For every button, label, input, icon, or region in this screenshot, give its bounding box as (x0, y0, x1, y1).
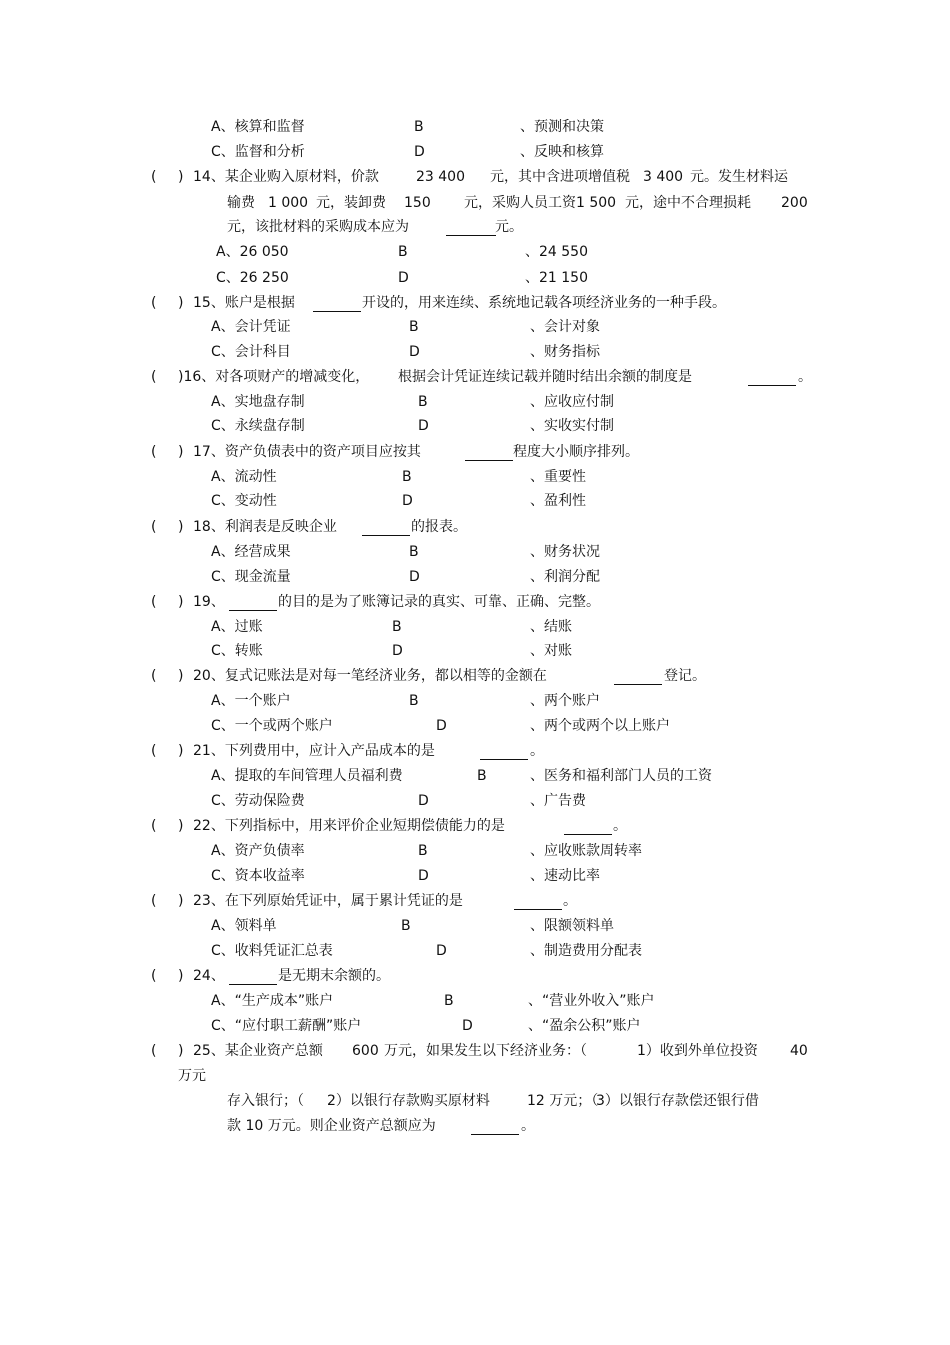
text-segment: B (477, 768, 487, 784)
text-segment: B (409, 319, 419, 335)
answer-blank[interactable] (514, 909, 562, 910)
text-segment: 19、 (193, 594, 225, 610)
text-segment: B (398, 244, 408, 260)
text-segment: 。 (563, 893, 577, 909)
text-segment: 23 400 (416, 169, 465, 185)
text-segment: 2）以银行存款购买原材料 (327, 1093, 490, 1109)
text-segment: 元。 (495, 219, 523, 235)
answer-blank[interactable] (362, 535, 410, 536)
text-segment: C、现金流量 (211, 569, 291, 585)
text-segment: ( (151, 743, 157, 759)
text-segment: 3）以银行存款偿还银行借 (596, 1093, 759, 1109)
text-segment: D (414, 144, 425, 160)
answer-blank[interactable] (471, 1134, 519, 1135)
text-segment: 150 (404, 195, 431, 211)
text-segment: 、会计对象 (530, 319, 600, 335)
text-segment: C、“应付职工薪酬”账户 (211, 1018, 362, 1034)
text-segment: B (392, 619, 402, 635)
text-segment: A、提取的车间管理人员福利费 (211, 768, 403, 784)
answer-blank[interactable] (313, 311, 361, 312)
text-segment: ) (178, 668, 184, 684)
text-segment: D (409, 569, 420, 585)
text-segment: D (436, 943, 447, 959)
text-segment: 根据会计凭证连续记载并随时结出余额的制度是 (398, 369, 692, 385)
text-segment: ) (178, 169, 184, 185)
text-segment: 24、 (193, 968, 225, 984)
text-segment: C、变动性 (211, 493, 277, 509)
text-segment: 的报表。 (411, 519, 467, 535)
text-segment: ( (151, 169, 157, 185)
text-segment: 21、下列费用中，应计入产品成本的是 (193, 743, 435, 759)
text-segment: C、资本收益率 (211, 868, 305, 884)
text-segment: ( (151, 594, 157, 610)
text-segment: 、应收应付制 (530, 394, 614, 410)
answer-blank[interactable] (446, 235, 496, 236)
text-segment: 600 (352, 1043, 379, 1059)
text-segment: 登记。 (664, 668, 706, 684)
text-segment: C、转账 (211, 643, 263, 659)
text-segment: ) (178, 893, 184, 909)
text-segment: 、制造费用分配表 (530, 943, 642, 959)
text-segment: A、过账 (211, 619, 263, 635)
text-segment: 14、某企业购入原材料，价款 (193, 169, 379, 185)
text-segment: 。 (530, 743, 544, 759)
text-segment: 元。发生材料运 (690, 169, 788, 185)
text-segment: 、结账 (530, 619, 572, 635)
text-segment: C、一个或两个账户 (211, 718, 333, 734)
text-segment: ) (178, 295, 184, 311)
text-segment: 18、利润表是反映企业 (193, 519, 337, 535)
text-segment: ) (178, 594, 184, 610)
text-segment: 、速动比率 (530, 868, 600, 884)
text-segment: ) (178, 968, 184, 984)
answer-blank[interactable] (465, 460, 513, 461)
text-segment: 、“营业外收入”账户 (528, 993, 655, 1009)
text-segment: A、实地盘存制 (211, 394, 305, 410)
text-segment: 、广告费 (530, 793, 586, 809)
text-segment: ) (178, 818, 184, 834)
text-segment: C、劳动保险费 (211, 793, 305, 809)
text-segment: B (409, 544, 419, 560)
text-segment: 15、账户是根据 (193, 295, 295, 311)
text-segment: 40 (790, 1043, 808, 1059)
text-segment: 输费 (227, 195, 255, 211)
text-segment: 1 500 (576, 195, 617, 211)
text-segment: D (436, 718, 447, 734)
text-segment: A、一个账户 (211, 693, 291, 709)
text-segment: 、应收账款周转率 (530, 843, 642, 859)
text-segment: 、盈利性 (530, 493, 586, 509)
text-segment: B (418, 843, 428, 859)
text-segment: D (418, 418, 429, 434)
text-segment: C、会计科目 (211, 344, 291, 360)
text-segment: D (409, 344, 420, 360)
text-segment: 、两个或两个以上账户 (530, 718, 670, 734)
text-segment: 、反映和核算 (520, 144, 604, 160)
text-segment: B (402, 469, 412, 485)
text-segment: ( (151, 818, 157, 834)
text-segment: 元，采购人员工资 (464, 195, 576, 211)
text-segment: A、26 050 (216, 244, 289, 260)
text-segment: ( (151, 668, 157, 684)
text-segment: ) (178, 743, 184, 759)
text-segment: 17、资产负债表中的资产项目应按其 (193, 444, 421, 460)
text-segment: 。 (798, 369, 812, 385)
answer-blank[interactable] (564, 834, 612, 835)
text-segment: C、永续盘存制 (211, 418, 305, 434)
text-segment: 、“盈余公积”账户 (528, 1018, 641, 1034)
answer-blank[interactable] (480, 759, 528, 760)
text-segment: 、24 550 (525, 244, 588, 260)
text-segment: 元，装卸费 (316, 195, 386, 211)
text-segment: C、26 250 (216, 270, 289, 286)
text-segment: 20、复式记账法是对每一笔经济业务，都以相等的金额在 (193, 668, 547, 684)
text-segment: A、核算和监督 (211, 119, 305, 135)
text-segment: ( (151, 519, 157, 535)
answer-blank[interactable] (229, 610, 277, 611)
text-segment: D (462, 1018, 473, 1034)
text-segment: B (444, 993, 454, 1009)
text-segment: A、资产负债率 (211, 843, 305, 859)
text-segment: ( (151, 968, 157, 984)
answer-blank[interactable] (229, 984, 277, 985)
text-segment: B (418, 394, 428, 410)
text-segment: 1 000 (268, 195, 309, 211)
text-segment: C、监督和分析 (211, 144, 305, 160)
text-segment: D (392, 643, 403, 659)
answer-blank[interactable] (748, 385, 796, 386)
text-segment: A、流动性 (211, 469, 277, 485)
text-segment: ) (178, 444, 184, 460)
text-segment: 开设的，用来连续、系统地记载各项经济业务的一种手段。 (362, 295, 726, 311)
text-segment: 、财务指标 (530, 344, 600, 360)
text-segment: A、会计凭证 (211, 319, 291, 335)
text-segment: B (401, 918, 411, 934)
text-segment: C、收料凭证汇总表 (211, 943, 333, 959)
text-segment: D (402, 493, 413, 509)
text-segment: D (418, 793, 429, 809)
text-segment: ( (151, 444, 157, 460)
text-segment: 万元，如果发生以下经济业务：（ (384, 1043, 587, 1059)
text-segment: 存入银行；（ (227, 1093, 304, 1109)
text-segment: ( (151, 1043, 157, 1059)
text-segment: ( (151, 369, 157, 385)
text-segment: ) (178, 519, 184, 535)
text-segment: 、医务和福利部门人员的工资 (530, 768, 712, 784)
text-segment: 元，该批材料的采购成本应为 (227, 219, 409, 235)
text-segment: A、经营成果 (211, 544, 291, 560)
text-segment: 的目的是为了账簿记录的真实、可靠、正确、完整。 (278, 594, 600, 610)
text-segment: 、重要性 (530, 469, 586, 485)
text-segment: 程度大小顺序排列。 (513, 444, 639, 460)
text-segment: )16、对各项财产的增减变化， (178, 369, 370, 385)
text-segment: 、对账 (530, 643, 572, 659)
text-segment: D (418, 868, 429, 884)
text-segment: 、实收实付制 (530, 418, 614, 434)
answer-blank[interactable] (614, 684, 662, 685)
text-segment: 、利润分配 (530, 569, 600, 585)
text-segment: 款 10 万元。则企业资产总额应为 (227, 1118, 436, 1134)
text-segment: 、财务状况 (530, 544, 600, 560)
text-segment: B (414, 119, 424, 135)
text-segment: 元，其中含进项增值税 (490, 169, 630, 185)
text-segment: 1）收到外单位投资 (637, 1043, 758, 1059)
text-segment: 200 (781, 195, 808, 211)
text-segment: B (409, 693, 419, 709)
text-segment: 23、在下列原始凭证中，属于累计凭证的是 (193, 893, 463, 909)
text-segment: 25、某企业资产总额 (193, 1043, 323, 1059)
text-segment: 。 (521, 1118, 535, 1134)
text-segment: 、限额领料单 (530, 918, 614, 934)
text-segment: A、领料单 (211, 918, 277, 934)
text-segment: 、预测和决策 (520, 119, 604, 135)
text-segment: 元，途中不合理损耗 (625, 195, 751, 211)
text-segment: 22、下列指标中，用来评价企业短期偿债能力的是 (193, 818, 505, 834)
text-segment: 、21 150 (525, 270, 588, 286)
text-segment: 。 (613, 818, 627, 834)
text-segment: A、“生产成本”账户 (211, 993, 334, 1009)
text-segment: D (398, 270, 409, 286)
text-segment: 万元 (178, 1068, 206, 1084)
text-segment: ( (151, 893, 157, 909)
text-segment: 3 400 (643, 169, 684, 185)
text-segment: 是无期末余额的。 (278, 968, 390, 984)
text-segment: ( (151, 295, 157, 311)
text-segment: ) (178, 1043, 184, 1059)
text-segment: 、两个账户 (530, 693, 600, 709)
text-segment: 12 万元；（ (527, 1093, 599, 1109)
